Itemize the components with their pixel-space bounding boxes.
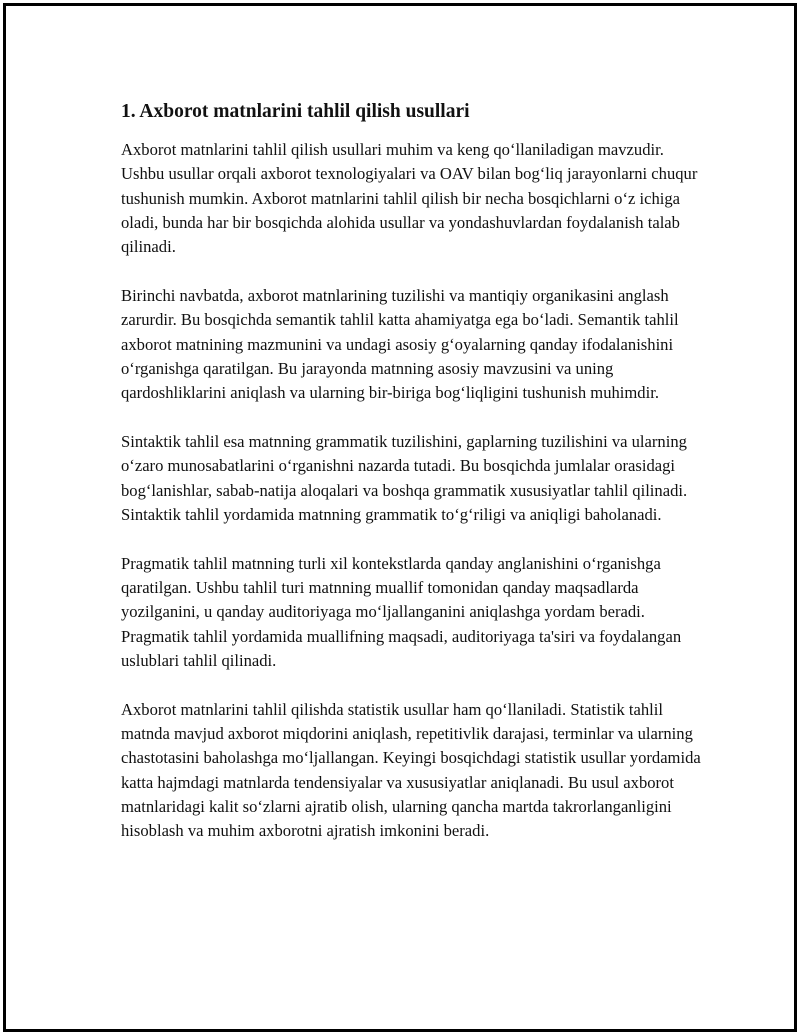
paragraph-5: Axborot matnlarini tahlil qilishda statistik usullar ham qo‘llaniladi. Statistik tahlil matnda mavjud axborot miqdorini aniqlash, repetitivlik darajasi, terminlar va ularning chastotasini baholashga mo‘ljallangan. Keyingi bosqichdagi statistik usullar yordamida katta hajmdagi matnlarda tendensiyalar va xususiyatlar aniqlanadi. Bu usul axborot matnlaridagi kalit so‘zlarni ajratib olish, ularning qancha martda takrorlanganligini hisoblash va muhim axborotni ajratish imkonini beradi. bbox=[121, 699, 701, 841]
paragraph-2: Birinchi navbatda, axborot matnlarining tuzilishi va mantiqiy organikasini anglash zarurdir. Bu bosqichda semantik tahlil katta ahamiyatga ega bo‘ladi. Semantik tahlil axborot matnining mazmunini va undagi asosiy g‘oyalarning qanday ifodalanishini o‘rganishga qaratilgan. Bu jarayonda matnning asosiy mavzusini va uning qardoshliklarini aniqlash va ularning bir-biriga bog‘liqligini tushunish muhimdir. bbox=[121, 285, 679, 403]
page-frame bbox=[3, 3, 797, 1032]
paragraph-1: Axborot matnlarini tahlil qilish usullari muhim va keng qo‘llaniladigan mavzudir. Ushbu usullar orqali axborot texnologiyalari va OAV bilan bog‘liq jarayonlarni chuqur tushunish mumkin. Axborot matnlarini tahlil qilish bir necha bosqichlarni o‘z ichiga oladi, bunda har bir bosqichda alohida usullar va yondashuvlardan foydalanish talab qilinadi. bbox=[121, 140, 698, 257]
document-body bbox=[121, 100, 701, 843]
section-heading: 1. Axborot matnlarini tahlil qilish usullari bbox=[121, 101, 470, 122]
paragraph-3: Sintaktik tahlil esa matnning grammatik tuzilishini, gaplarning tuzilishini va ularning o‘zaro munosabatlarini o‘rganishni nazarda tutadi. Bu bosqichda jumlalar orasidagi bog‘lanishlar, sabab-natija aloqalari va boshqa grammatik xususiyatlar tahlil qilinadi. Sintaktik tahlil yordamida matnning grammatik to‘g‘riligi va aniqligi baholanadi. bbox=[121, 431, 688, 524]
paragraph-4: Pragmatik tahlil matnning turli xil kontekstlarda qanday anglanishini o‘rganishga qaratilgan. Ushbu tahlil turi matnning muallif tomonidan qanday maqsadlarda yozilganini, u qanday auditoriyaga mo‘ljallanganini aniqlashga yordam beradi. Pragmatik tahlil yordamida muallifning maqsadi, auditoriyaga ta'siri va foydalangan uslublari tahlil qilinadi. bbox=[121, 553, 682, 670]
